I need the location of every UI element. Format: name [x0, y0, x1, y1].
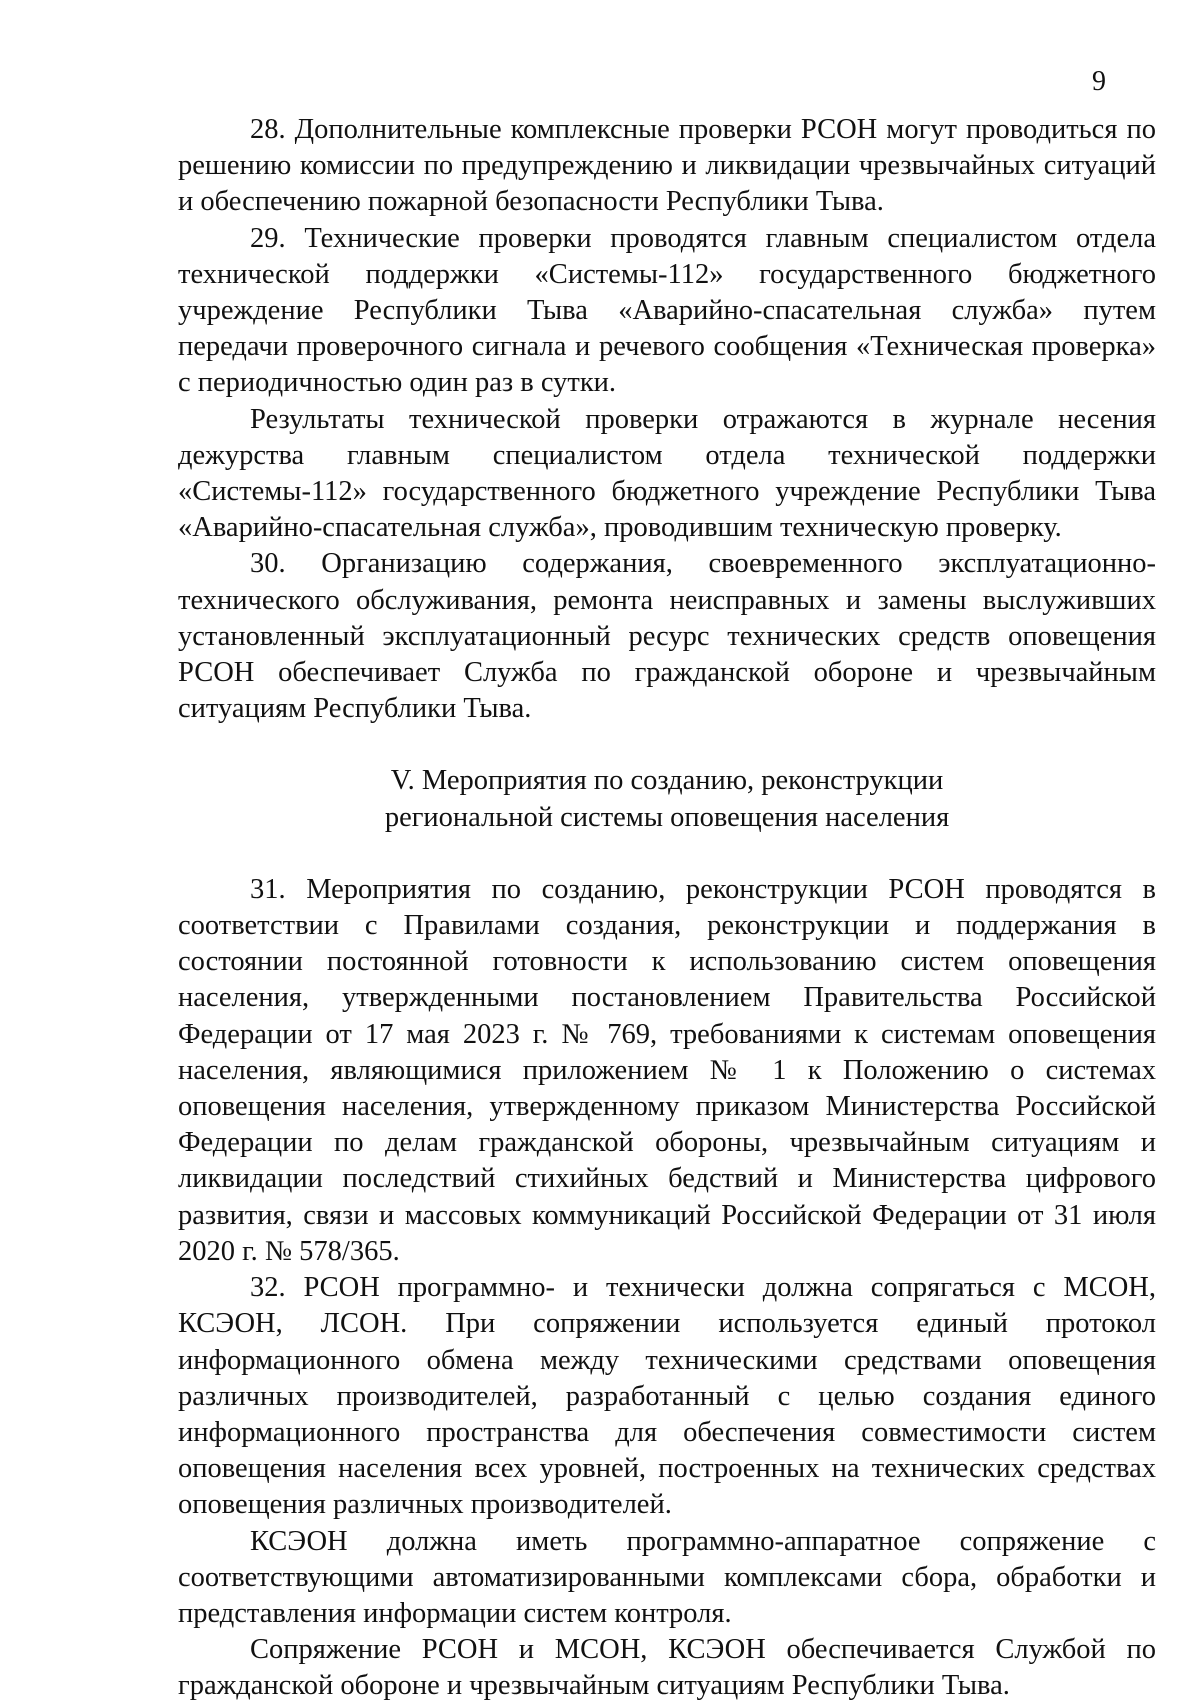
paragraph-32-kseon: КСЭОН должна иметь программно-аппаратное сопряжение с соответствующими автоматизированными комплексами сбора, обработки и представления информации систем контроля. [178, 1525, 1156, 1629]
paragraph-28: 28. Дополнительные комплексные проверки РСОН могут проводиться по решению комиссии по предупреждению и ликвидации чрезвычайных ситуаций и обеспечению пожарной безопасности Республики Тыва. [178, 114, 1156, 218]
paragraph-32-interfacing: Сопряжение РСОН и МСОН, КСЭОН обеспечивается Службой по гражданской обороне и чрезвычайным ситуациям Республики Тыва. [178, 1634, 1156, 1702]
paragraph-29-results: Результаты технической проверки отражаются в журнале несения дежурства главным специалистом отдела технической поддержки «Системы-112» государственного бюджетного учреждение Республики Тыва «Аварийно-спасательная служба», проводившим техническую проверку. [178, 403, 1156, 544]
section-heading-line-2: региональной системы оповещения населения [384, 801, 950, 833]
document-body [178, 112, 1156, 1705]
paragraph-32: 32. РСОН программно- и технически должна сопрягаться с МСОН, КСЭОН, ЛСОН. При сопряжении используется единый протокол информационного обмена между техническими средствами оповещения различных производителей, разработанный с целью создания единого информационного пространства для обеспечения совместимости систем оповещения населения всех уровней, построенных на технических средствах оповещения различных производителей. [178, 1272, 1156, 1521]
section-heading-line-1: V. Мероприятия по созданию, реконструкции [390, 765, 944, 797]
page-number: 9 [1092, 66, 1106, 97]
paragraph-30: 30. Организацию содержания, своевременного эксплуатационно-технического обслуживания, ремонта неисправных и замены выслуживших установленный эксплуатационный ресурс технических средств оповещения РСОН обеспечивает Служба по гражданской обороне и чрезвычайным ситуациям Республики Тыва. [178, 548, 1156, 725]
paragraph-31: 31. Мероприятия по созданию, реконструкции РСОН проводятся в соответствии с Правилами создания, реконструкции и поддержания в состоянии постоянной готовности к использованию систем оповещения населения, утвержденными постановлением Правительства Российской Федерации от 17 мая 2023 г. № 769, требованиями к системам оповещения населения, являющимися приложением № 1 к Положению о системах оповещения населения, утвержденному приказом Министерства Российской Федерации по делам гражданской обороны, чрезвычайным ситуациям и ликвидации последствий стихийных бедствий и Министерства цифрового развития, связи и массовых коммуникаций Российской Федерации от 31 июля 2020 г. № 578/365. [178, 873, 1156, 1267]
section-heading [178, 763, 1156, 835]
paragraph-29: 29. Технические проверки проводятся главным специалистом отдела технической поддержки «Системы-112» государственного бюджетного учреждение Республики Тыва «Аварийно-спасательная служба» путем передачи проверочного сигнала и речевого сообщения «Техническая проверка» с периодичностью один раз в сутки. [178, 222, 1156, 399]
